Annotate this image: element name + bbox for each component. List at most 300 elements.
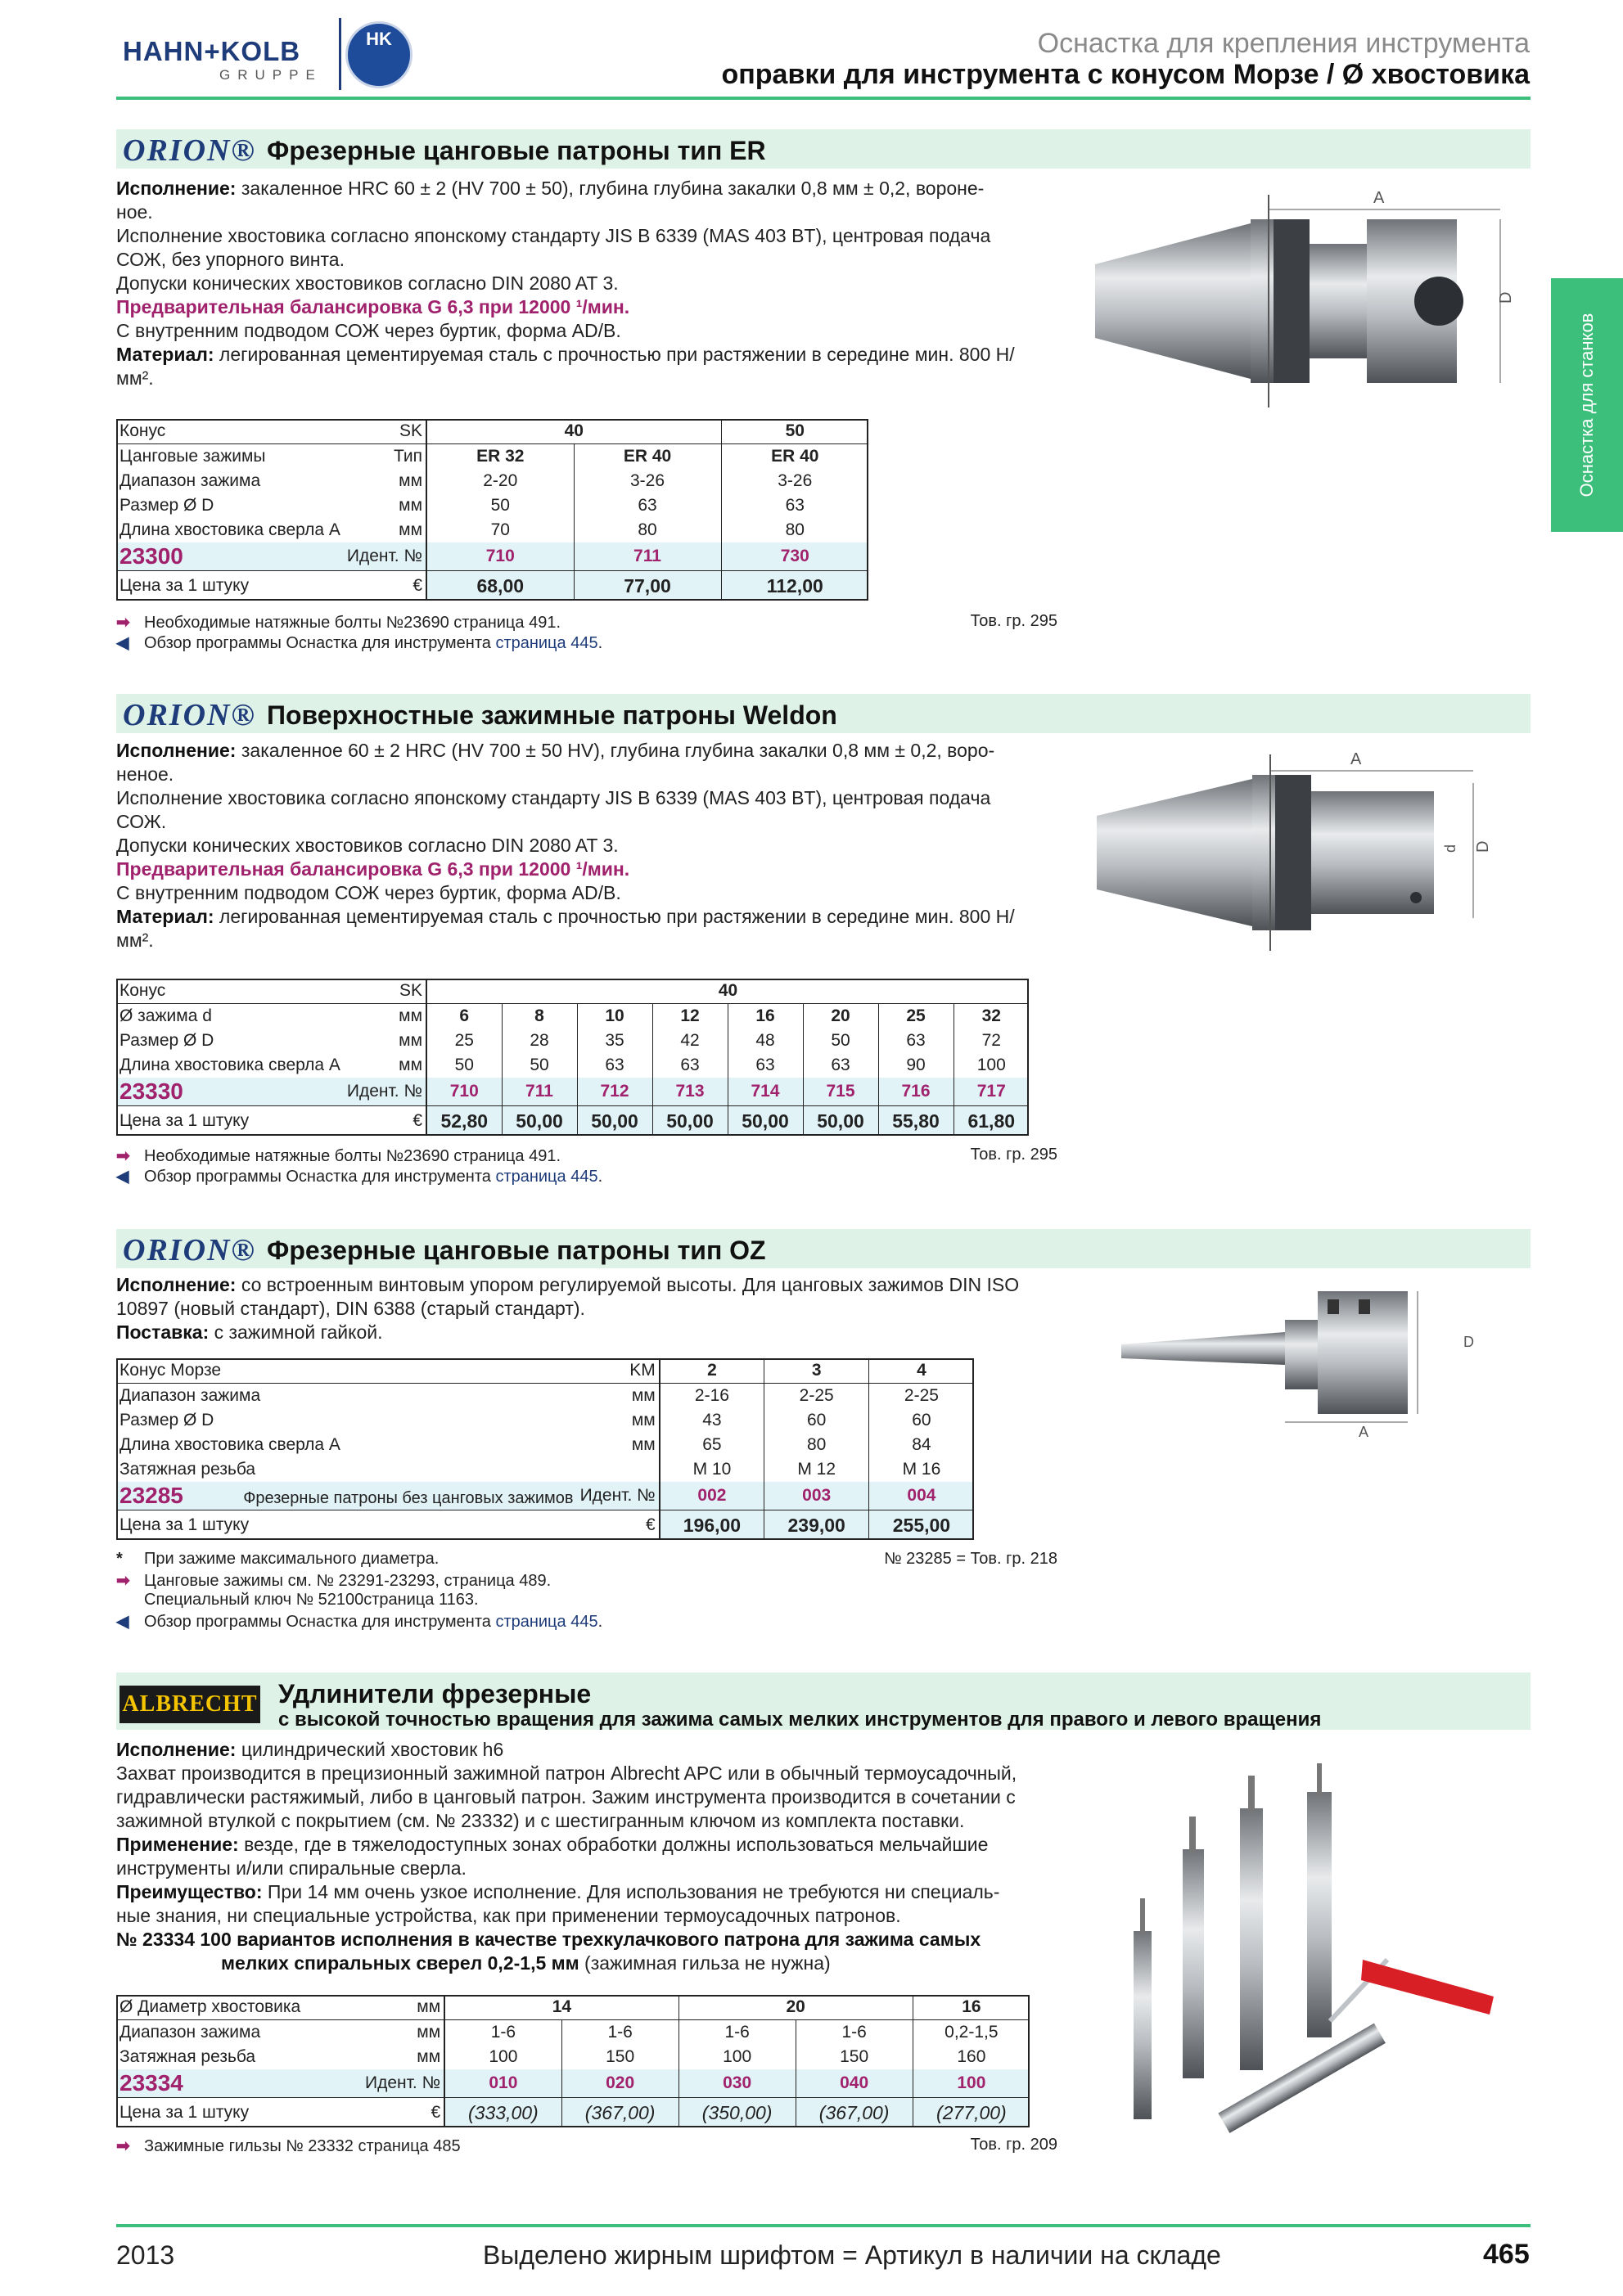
table-row — [116, 469, 868, 493]
field-value: СОЖ, без упорного винта. — [116, 249, 345, 270]
table-row — [116, 518, 868, 542]
price-cell: (350,00) — [679, 2098, 796, 2128]
ident-label: Идент. № — [344, 542, 426, 571]
ident-label: Идент. № — [344, 1078, 426, 1106]
price-cell: 50,00 — [577, 1106, 652, 1137]
section-description — [116, 739, 1057, 952]
price-label: Цена за 1 штуку — [116, 1106, 344, 1137]
page-link[interactable]: страница 445 — [495, 1613, 598, 1631]
table-cell: 1-6 — [796, 2020, 913, 2046]
row-label: Диапазон зажима — [119, 2023, 261, 2042]
note-line — [116, 2136, 461, 2156]
description-line — [116, 1273, 1057, 1297]
table-cell: 2-25 — [764, 1384, 869, 1409]
left-arrow-icon: ◀ — [116, 634, 129, 652]
description-line — [116, 881, 1057, 905]
side-tab-label: Оснастка для станков — [1576, 313, 1597, 497]
row-unit: мм — [362, 2045, 444, 2069]
row-unit: мм — [344, 1004, 426, 1029]
field-value: Допуски конических хвостовиков согласно DIN 2080 AT 3. — [116, 272, 619, 294]
row-label: Конус Морзе — [116, 1358, 577, 1384]
row-label: Размер Ø D — [119, 1411, 214, 1429]
table-cell: 25 — [878, 1004, 954, 1029]
price-cell: 50,00 — [652, 1106, 728, 1137]
table-row — [116, 2045, 1030, 2069]
table-cell: 2-20 — [426, 469, 574, 493]
description-line — [116, 1928, 1057, 1952]
page-number: 465 — [1483, 2239, 1530, 2270]
table-cell: 0,2-1,5 — [913, 2020, 1030, 2046]
row-unit: мм — [344, 518, 426, 542]
ident-row — [116, 1482, 974, 1510]
field-label: Материал: — [116, 906, 214, 927]
brand-logo-mark — [345, 21, 413, 88]
table-cell: 100 — [444, 2045, 561, 2069]
row-unit: KM — [577, 1358, 660, 1384]
page-category: Оснастка для крепления инструмента — [1037, 28, 1530, 59]
row-unit: мм — [344, 1029, 426, 1053]
row-label: Размер Ø D — [119, 1031, 214, 1050]
table-row — [116, 1457, 974, 1482]
price-cell: (367,00) — [796, 2098, 913, 2128]
note-line — [116, 1146, 561, 1166]
table-cell: 10 — [577, 1004, 652, 1029]
field-value: с зажимной гайкой. — [209, 1321, 383, 1343]
ident-cell[interactable]: 003 — [764, 1482, 869, 1510]
table-row — [116, 1995, 1030, 2020]
ident-cell[interactable]: 710 — [426, 542, 574, 571]
row-label: Длина хвостовика сверла A — [119, 520, 340, 539]
table-cell: ER 32 — [426, 444, 574, 470]
row-unit: мм — [344, 1053, 426, 1078]
table-cell: 63 — [721, 493, 868, 518]
table-cell: 63 — [577, 1053, 652, 1078]
description-line — [116, 1785, 1057, 1809]
row-label: Цанговые зажимы — [119, 447, 266, 466]
note-tail: . — [597, 1168, 603, 1186]
field-value: везде, где в тяжелодоступных зонах обработки должны использоваться мельчайшие — [238, 1834, 989, 1855]
field-value: инструменты и/или спиральные сверла. — [116, 1857, 467, 1879]
description-line — [116, 1321, 1057, 1344]
ident-row — [116, 542, 868, 571]
table-row — [116, 2020, 1030, 2046]
field-value: СОЖ. — [116, 811, 167, 832]
spec-table-grid — [116, 979, 1029, 1136]
table-cell: 43 — [660, 1408, 764, 1433]
table-cell: 1-6 — [679, 2020, 796, 2046]
price-cell: 52,80 — [426, 1106, 502, 1137]
currency: € — [362, 2098, 444, 2128]
dim-label-d: D — [1474, 840, 1492, 853]
field-label: Исполнение: — [116, 740, 237, 761]
field-value: Исполнение хвостовика согласно японскому стандарту JIS B 6339 (MAS 403 BT), центровая подача — [116, 787, 991, 808]
ident-cell[interactable]: 714 — [728, 1078, 803, 1106]
field-value: ное. — [116, 201, 153, 223]
section-description — [116, 1738, 1057, 1975]
price-label: Цена за 1 штуку — [116, 571, 344, 601]
field-value: С внутренним подводом СОЖ через буртик, форма AD/B. — [116, 882, 621, 903]
description-line — [116, 810, 1057, 834]
article-description: Фрезерные патроны без цанговых зажимов — [215, 1489, 574, 1507]
note-text: Обзор программы Оснастка для инструмента — [144, 1168, 496, 1186]
row-unit: Тип — [344, 444, 426, 470]
field-label: Исполнение: — [116, 1274, 237, 1295]
table-cell: 80 — [574, 518, 721, 542]
right-arrow-icon: ➡ — [116, 1572, 130, 1590]
group-header-cell: 40 — [426, 979, 1029, 1004]
table-cell: 2-25 — [869, 1384, 974, 1409]
description-line — [116, 786, 1057, 810]
table-cell: 150 — [561, 2045, 679, 2069]
weldon-chuck-image — [1089, 746, 1531, 959]
field-label: мелких спиральных сверел 0,2-1,5 мм — [221, 1952, 579, 1974]
description-line — [116, 248, 1057, 272]
note-marker-icon: * — [116, 1550, 123, 1568]
field-value: мм². — [116, 930, 154, 951]
note-text: Зажимные гильзы № 23332 страница 485 — [144, 2137, 461, 2155]
table-cell: 8 — [502, 1004, 577, 1029]
article-number — [116, 1078, 344, 1106]
row-unit — [577, 1457, 660, 1482]
er-collet-chuck-image — [1087, 187, 1529, 416]
ident-cell[interactable]: 713 — [652, 1078, 728, 1106]
article-number-text: 23334 — [119, 2070, 183, 2096]
ident-cell[interactable]: 040 — [796, 2069, 913, 2098]
product-group-ref: Тов. гр. 295 — [970, 1146, 1057, 1164]
ident-cell[interactable]: 711 — [574, 542, 721, 571]
field-value: цилиндрический хвостовик h6 — [236, 1739, 504, 1760]
row-unit: мм — [344, 493, 426, 518]
table-cell: 63 — [728, 1053, 803, 1078]
ident-cell[interactable]: 716 — [878, 1078, 954, 1106]
price-cell: 77,00 — [574, 571, 721, 601]
row-unit: мм — [577, 1433, 660, 1457]
footer-legend: Выделено жирным шрифтом = Артикул в наличии на складе — [483, 2240, 1221, 2270]
price-cell: (367,00) — [561, 2098, 679, 2128]
note-text: Необходимые натяжные болты №23690 страница 491. — [144, 614, 561, 632]
table-row — [116, 1004, 1029, 1029]
table-cell: M 10 — [660, 1457, 764, 1482]
row-label: Диапазон зажима — [119, 471, 261, 490]
row-label: Конус — [116, 419, 344, 444]
description-line — [116, 1297, 1057, 1321]
product-group-ref: Тов. гр. 295 — [970, 612, 1057, 630]
ident-cell[interactable]: 030 — [679, 2069, 796, 2098]
section-title: Удлинители фрезерные — [278, 1679, 592, 1708]
table-row — [116, 1433, 974, 1457]
logo-mark-text: HK — [366, 29, 392, 49]
group-header-cell: 50 — [721, 419, 868, 444]
table-row — [116, 1408, 974, 1433]
table-cell: 50 — [426, 493, 574, 518]
right-arrow-icon: ➡ — [116, 2137, 130, 2155]
ident-cell[interactable]: 711 — [502, 1078, 577, 1106]
ident-label: Идент. № — [362, 2069, 444, 2098]
table-cell: 6 — [426, 1004, 502, 1029]
description-line — [116, 343, 1057, 367]
price-cell: 55,80 — [878, 1106, 954, 1137]
table-cell: 80 — [764, 1433, 869, 1457]
price-cell: 239,00 — [764, 1510, 869, 1541]
description-line — [116, 1833, 1057, 1857]
note-line — [116, 1166, 602, 1186]
table-cell: 25 — [426, 1029, 502, 1053]
description-line — [116, 905, 1057, 929]
field-value: При 14 мм очень узкое исполнение. Для использования не требуются ни специаль- — [262, 1881, 1000, 1902]
table-cell: 160 — [913, 2045, 1030, 2069]
page-subcategory: оправки для инструмента с конусом Морзе / Ø хвостовика — [721, 59, 1530, 90]
field-value: Допуски конических хвостовиков согласно DIN 2080 AT 3. — [116, 835, 619, 856]
price-cell: (277,00) — [913, 2098, 1030, 2128]
table-cell: 1-6 — [561, 2020, 679, 2046]
brand-orion: ORION® — [123, 698, 256, 732]
dim-label-a: A — [1350, 750, 1362, 768]
spec-table-grid — [116, 419, 868, 601]
row-label: Длина хвостовика сверла A — [119, 1056, 340, 1074]
footer-rule — [116, 2224, 1531, 2227]
section-description — [116, 1273, 1057, 1344]
table-cell: 63 — [574, 493, 721, 518]
note-text: Обзор программы Оснастка для инструмента — [144, 1613, 496, 1631]
table-row — [116, 1029, 1029, 1053]
highlight-text: Предварительная балансировка G 6,3 при 12000 ¹/мин. — [116, 858, 630, 880]
table-cell: 3-26 — [574, 469, 721, 493]
description-line — [116, 1952, 1057, 1975]
table-cell: 50 — [502, 1053, 577, 1078]
price-cell: 196,00 — [660, 1510, 764, 1541]
field-value: 10897 (новый стандарт), DIN 6388 (старый стандарт). — [116, 1298, 585, 1319]
note-text: Необходимые натяжные болты №23690 страница 491. — [144, 1147, 561, 1165]
group-header-cell: 20 — [679, 1995, 913, 2020]
product-group-ref: № 23285 = Тов. гр. 218 — [884, 1550, 1057, 1568]
description-line — [116, 367, 1057, 390]
price-row — [116, 2098, 1030, 2128]
price-cell: 68,00 — [426, 571, 574, 601]
note-line — [116, 1591, 479, 1609]
table-cell: 35 — [577, 1029, 652, 1053]
description-line — [116, 1904, 1057, 1928]
table-row — [116, 1053, 1029, 1078]
table-row — [116, 979, 1029, 1004]
table-cell: ER 40 — [721, 444, 868, 470]
price-label: Цена за 1 штуку — [116, 2098, 362, 2128]
ident-row — [116, 2069, 1030, 2098]
currency: € — [344, 571, 426, 601]
ident-cell[interactable]: 715 — [803, 1078, 878, 1106]
field-label: Поставка: — [116, 1321, 210, 1343]
table-cell: 60 — [869, 1408, 974, 1433]
description-line — [116, 1738, 1057, 1762]
ident-cell[interactable]: 712 — [577, 1078, 652, 1106]
note-line — [116, 1550, 439, 1569]
field-value: закаленное HRC 60 ± 2 (HV 700 ± 50), глубина глубина закалки 0,8 мм ± 0,2, вороне- — [236, 178, 985, 199]
price-cell: 61,80 — [954, 1106, 1029, 1137]
right-arrow-icon: ➡ — [116, 1147, 130, 1165]
right-arrow-icon: ➡ — [116, 614, 130, 632]
table-cell: M 12 — [764, 1457, 869, 1482]
field-value: мм². — [116, 367, 154, 389]
description-line — [116, 224, 1057, 248]
section-title: Фрезерные цанговые патроны тип ER — [267, 136, 766, 165]
dim-label-d: D — [1497, 291, 1515, 304]
row-unit: SK — [344, 979, 426, 1004]
group-header-cell: 16 — [913, 1995, 1030, 2020]
description-line — [116, 272, 1057, 295]
field-label: Преимущество: — [116, 1881, 263, 1902]
table-cell: 16 — [728, 1004, 803, 1029]
row-label: Ø Диаметр хвостовика — [116, 1995, 362, 2020]
page-link[interactable]: страница 445 — [495, 634, 598, 652]
table-cell: 42 — [652, 1029, 728, 1053]
table-cell: 4 — [869, 1358, 974, 1384]
description-line — [116, 763, 1057, 786]
table-cell: 28 — [502, 1029, 577, 1053]
row-label: Размер Ø D — [119, 496, 214, 515]
ident-cell[interactable]: 010 — [444, 2069, 561, 2098]
row-label: Конус — [116, 979, 344, 1004]
ident-row — [116, 1078, 1029, 1106]
ident-cell[interactable]: 100 — [913, 2069, 1030, 2098]
description-line — [116, 1857, 1057, 1880]
field-value: закаленное 60 ± 2 HRC (HV 700 ± 50 HV), глубина глубина закалки 0,8 мм ± 0,2, воро- — [236, 740, 995, 761]
table-cell: 32 — [954, 1004, 1029, 1029]
table-row — [116, 419, 868, 444]
highlight-text: Предварительная балансировка G 6,3 при 12000 ¹/мин. — [116, 296, 630, 317]
price-cell: (333,00) — [444, 2098, 561, 2128]
price-label: Цена за 1 штуку — [116, 1510, 577, 1541]
table-cell: 65 — [660, 1433, 764, 1457]
description-line — [116, 739, 1057, 763]
table-cell: 63 — [878, 1029, 954, 1053]
description-line — [116, 177, 1057, 200]
row-label: Затяжная резьба — [119, 1460, 256, 1479]
note-tail: . — [597, 1613, 603, 1631]
table-cell: 100 — [954, 1053, 1029, 1078]
table-row — [116, 493, 868, 518]
table-cell: ER 40 — [574, 444, 721, 470]
table-cell: 2-16 — [660, 1384, 764, 1409]
article-number — [116, 542, 344, 571]
ident-cell[interactable]: 002 — [660, 1482, 764, 1510]
field-value: зажимной втулкой с покрытием (см. № 23332) и с шестигранным ключом из комплекта поставки. — [116, 1810, 965, 1831]
group-header-cell: 40 — [426, 419, 721, 444]
field-value: С внутренним подводом СОЖ через буртик, форма AD/B. — [116, 320, 621, 341]
table-cell: 100 — [679, 2045, 796, 2069]
dim-label-a: A — [1373, 189, 1385, 207]
header-rule — [116, 97, 1531, 100]
row-label: Затяжная резьба — [119, 2047, 256, 2066]
field-value: (зажимная гильза не нужна) — [579, 1952, 831, 1974]
table-cell: 150 — [796, 2045, 913, 2069]
price-cell: 255,00 — [869, 1510, 974, 1541]
field-label: Исполнение: — [116, 178, 237, 199]
table-cell: 84 — [869, 1433, 974, 1457]
note-line — [116, 1570, 551, 1591]
spec-table-grid — [116, 1358, 974, 1540]
ident-cell[interactable]: 004 — [869, 1482, 974, 1510]
table-row — [116, 1358, 974, 1384]
article-number-text: 23285 — [119, 1483, 183, 1508]
article-number-text: 23300 — [119, 543, 183, 569]
dim-label-d: D — [1463, 1334, 1474, 1350]
table-cell: M 16 — [869, 1457, 974, 1482]
brand-albrecht: ALBRECHT — [119, 1686, 260, 1723]
spec-table-grid — [116, 1995, 1030, 2127]
table-cell: 3 — [764, 1358, 869, 1384]
description-line — [116, 929, 1057, 952]
price-row — [116, 571, 868, 601]
row-unit: мм — [362, 2020, 444, 2046]
row-unit: мм — [344, 469, 426, 493]
table-cell: 50 — [803, 1029, 878, 1053]
price-cell: 112,00 — [721, 571, 868, 601]
currency: € — [577, 1510, 660, 1541]
row-unit: мм — [577, 1408, 660, 1433]
note-line — [116, 1611, 602, 1632]
section-description — [116, 177, 1057, 390]
table-cell: 12 — [652, 1004, 728, 1029]
footer-year: 2013 — [116, 2240, 175, 2270]
table-cell: 1-6 — [444, 2020, 561, 2046]
ident-cell[interactable]: 710 — [426, 1078, 502, 1106]
note-text: Специальный ключ № 52100страница 1163. — [144, 1591, 479, 1609]
section-title: Поверхностные зажимные патроны Weldon — [267, 700, 837, 730]
row-unit: мм — [362, 1995, 444, 2020]
note-tail: . — [597, 634, 603, 652]
oz-collet-chuck-image — [1121, 1283, 1498, 1438]
ident-cell[interactable]: 020 — [561, 2069, 679, 2098]
description-line — [116, 295, 1057, 319]
section-title: Фрезерные цанговые патроны тип OZ — [267, 1236, 766, 1265]
note-text: Цанговые зажимы см. № 23291-23293, страница 489. — [144, 1572, 552, 1590]
page-link[interactable]: страница 445 — [495, 1168, 598, 1186]
group-header-cell: 14 — [444, 1995, 679, 2020]
field-label: № 23334 100 вариантов исполнения в качестве трехкулачкового патрона для зажима самых — [116, 1929, 981, 1950]
description-line — [116, 1880, 1057, 1904]
field-value: ные знания, ни специальные устройства, как при применении термоусадочных патронов. — [116, 1905, 901, 1926]
price-cell: 50,00 — [502, 1106, 577, 1137]
table-cell: 63 — [803, 1053, 878, 1078]
description-line — [116, 1809, 1057, 1833]
table-cell: 48 — [728, 1029, 803, 1053]
ident-cell[interactable]: 717 — [954, 1078, 1029, 1106]
left-arrow-icon: ◀ — [116, 1613, 129, 1631]
price-cell: 50,00 — [728, 1106, 803, 1137]
note-text: Обзор программы Оснастка для инструмента — [144, 634, 496, 652]
table-cell: 72 — [954, 1029, 1029, 1053]
brand-logo-subtitle: GRUPPE — [219, 67, 322, 83]
price-cell: 50,00 — [803, 1106, 878, 1137]
row-unit: мм — [577, 1384, 660, 1409]
field-value: неное. — [116, 763, 174, 785]
field-value: со встроенным винтовым упором регулируемой высоты. Для цанговых зажимов DIN ISO — [236, 1274, 1020, 1295]
table-cell: 70 — [426, 518, 574, 542]
note-line — [116, 612, 561, 633]
article-number — [116, 2069, 362, 2098]
price-row — [116, 1106, 1029, 1137]
table-cell: 80 — [721, 518, 868, 542]
currency: € — [344, 1106, 426, 1137]
ident-cell[interactable]: 730 — [721, 542, 868, 571]
field-value: легированная цементируемая сталь с прочностью при растяжении в середине мин. 800 Н/ — [214, 344, 1015, 365]
dim-label-small-d: d — [1442, 844, 1458, 853]
table-cell: 3-26 — [721, 469, 868, 493]
row-label: Ø зажима d — [119, 1006, 212, 1025]
left-arrow-icon: ◀ — [116, 1168, 129, 1186]
description-line — [116, 200, 1057, 224]
ident-label: Идент. № — [577, 1482, 660, 1510]
side-tab[interactable] — [1551, 278, 1623, 532]
